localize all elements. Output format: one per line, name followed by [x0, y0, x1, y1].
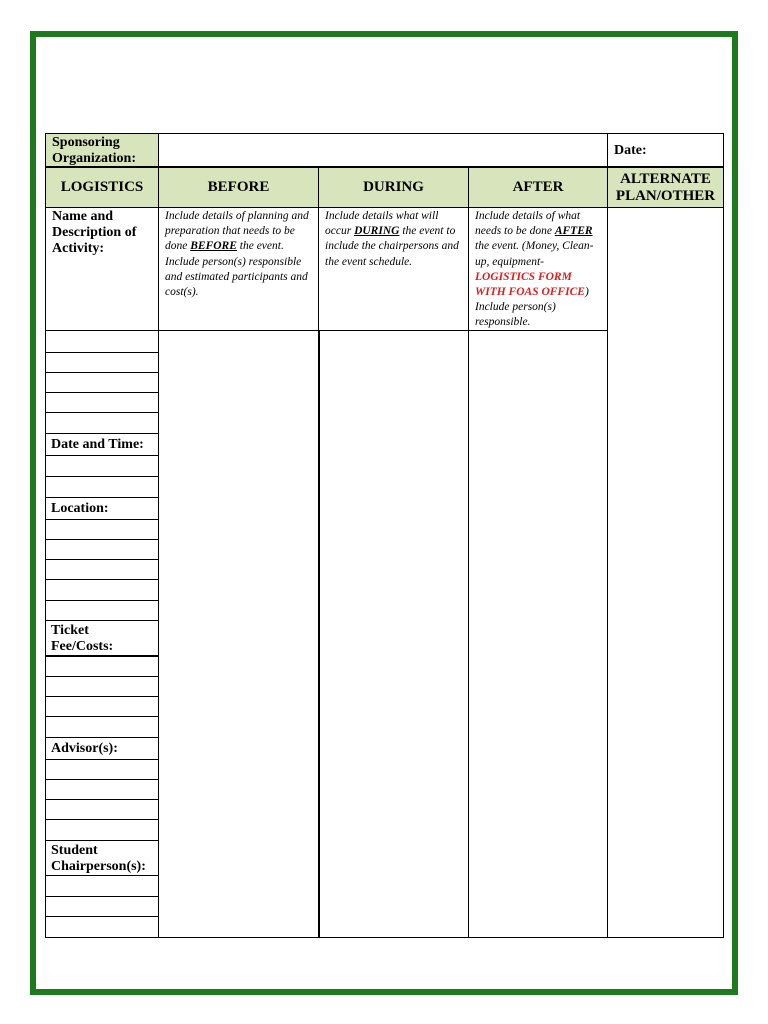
after-hint-text-3: ) Include person(s) responsible.: [475, 286, 589, 329]
alternate-column[interactable]: [607, 207, 724, 938]
during-instructions[interactable]: [318, 207, 469, 331]
row-divider: [45, 559, 159, 560]
before-hint-text-2: the event. Include person(s) responsible and estimated participants and cost(s).: [165, 240, 308, 299]
during-column[interactable]: [318, 330, 469, 938]
location-label: Location:: [51, 501, 109, 516]
row-divider: [45, 412, 159, 413]
row-divider: [45, 519, 159, 520]
after-emphasis: AFTER: [554, 225, 593, 238]
during-emphasis: DURING: [354, 225, 400, 238]
row-divider: [45, 600, 159, 601]
row-divider: [45, 539, 159, 540]
row-divider: [45, 759, 159, 760]
row-divider: [45, 476, 159, 477]
during-hint-text-2: the event to include the chairpersons and the event schedule.: [325, 225, 459, 268]
row-divider: [45, 352, 159, 353]
row-divider: [45, 875, 159, 876]
row-divider: [45, 455, 159, 456]
row-divider: [45, 372, 159, 373]
row-divider: [45, 655, 159, 657]
after-column[interactable]: [468, 330, 608, 938]
header-logistics: LOGISTICS: [45, 167, 159, 208]
row-divider: [45, 779, 159, 780]
before-hint-text: Include details of planning and preparation that needs to be done: [165, 210, 309, 253]
after-hint-text-2: the event. (Money, Clean-up, equipment-: [475, 240, 594, 268]
header-alternate: ALTERNATE PLAN/OTHER: [607, 167, 724, 208]
before-emphasis: BEFORE: [190, 240, 237, 253]
row-divider: [45, 392, 159, 393]
after-hint-text: Include details of what needs to be done: [475, 210, 581, 238]
student-chairperson-label: Student Chairperson(s):: [51, 843, 146, 874]
row-divider: [45, 896, 159, 897]
date-label: Date:: [614, 143, 647, 158]
before-instructions[interactable]: [158, 207, 319, 331]
row-divider: [45, 579, 159, 580]
sponsoring-org-label: Sponsoring Organization:: [45, 133, 159, 167]
ticket-fee-label: Ticket Fee/Costs:: [51, 623, 114, 654]
after-instructions[interactable]: [468, 207, 608, 331]
row-divider: [45, 799, 159, 800]
row-divider: [45, 676, 159, 677]
date-time-label: Date and Time:: [51, 437, 144, 452]
row-divider: [45, 819, 159, 820]
sponsoring-org-field[interactable]: [158, 133, 608, 167]
row-divider: [45, 916, 159, 917]
row-divider: [45, 696, 159, 697]
name-description-label: Name and Description of Activity:: [45, 207, 159, 331]
advisors-label: Advisor(s):: [51, 741, 118, 756]
header-before: BEFORE: [158, 167, 319, 208]
during-hint-text: Include details what will occur: [325, 210, 439, 238]
logistics-form-notice: LOGISTICS FORM WITH FOAS OFFICE: [475, 270, 585, 299]
date-field[interactable]: [607, 133, 724, 167]
before-column[interactable]: [158, 330, 319, 938]
header-during: DURING: [318, 167, 469, 208]
row-divider: [45, 716, 159, 717]
header-after: AFTER: [468, 167, 608, 208]
